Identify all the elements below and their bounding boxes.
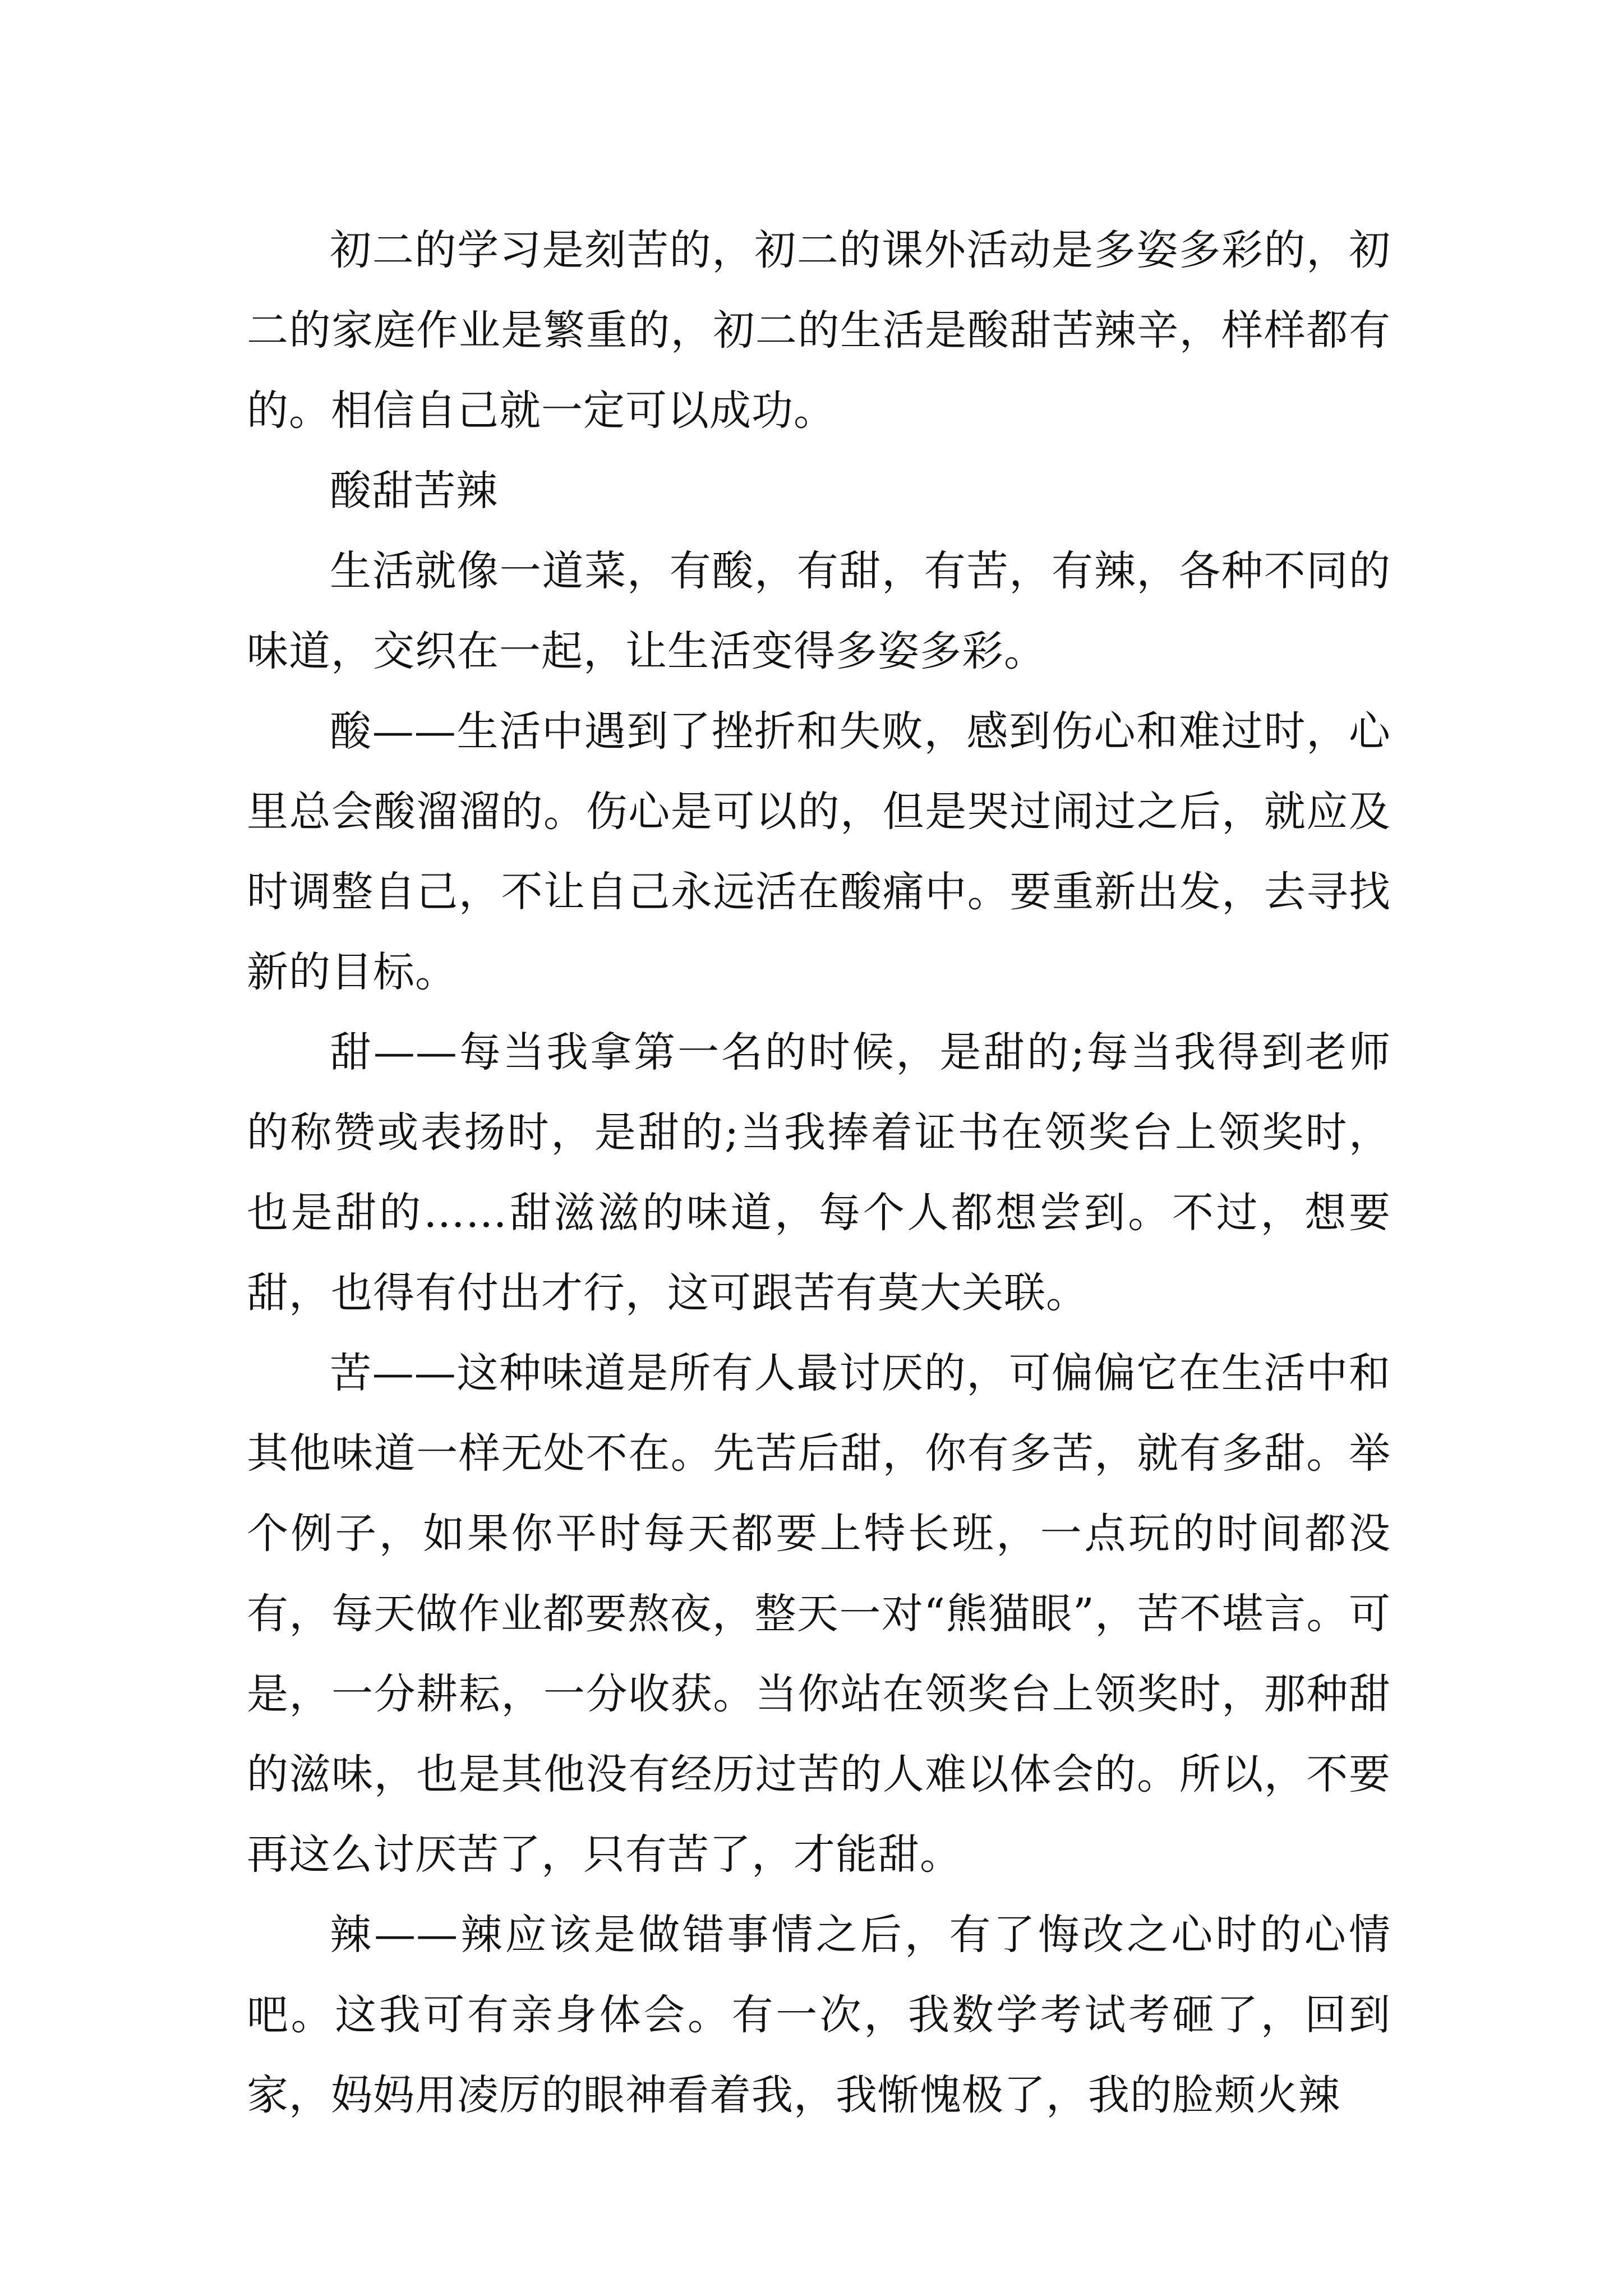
- paragraph-bitter: 苦——这种味道是所有人最讨厌的，可偏偏它在生活中和其他味道一样无处不在。先苦后甜，你有多苦，就有多甜。举个例子，如果你平时每天都要上特长班，一点玩的时间都没有，每天做作业都要熬夜，整天一对“熊猫眼”，苦不堪言。可是，一分耕耘，一分收获。当你站在领奖台上领奖时，那种甜的滋味，也是其他没有经历过苦的人难以体会的。所以，不要再这么讨厌苦了，只有苦了，才能甜。: [247, 1349, 1391, 1879]
- document-body: [247, 210, 1391, 2136]
- paragraph-sour: 酸——生活中遇到了挫折和失败，感到伤心和难过时，心里总会酸溜溜的。伤心是可以的，但是哭过闹过之后，就应及时调整自己，不让自己永远活在酸痛中。要重新出发，去寻找新的目标。: [247, 707, 1391, 996]
- paragraph-life-dish: 生活就像一道菜，有酸，有甜，有苦，有辣，各种不同的味道，交织在一起，让生活变得多姿多彩。: [247, 547, 1391, 675]
- paragraph-sweet: 甜——每当我拿第一名的时候，是甜的;每当我得到老师的称赞或表扬时，是甜的;当我捧着证书在领奖台上领奖时，也是甜的……甜滋滋的味道，每个人都想尝到。不过，想要甜，也得有付出才行，这可跟苦有莫大关联。: [247, 1028, 1391, 1317]
- paragraph-intro: 初二的学习是刻苦的，初二的课外活动是多姿多彩的，初二的家庭作业是繁重的，初二的生活是酸甜苦辣辛，样样都有的。相信自己就一定可以成功。: [247, 226, 1391, 435]
- essay-title: 酸甜苦辣: [330, 467, 498, 515]
- paragraph-spicy: 辣——辣应该是做错事情之后，有了悔改之心时的心情吧。这我可有亲身体会。有一次，我数学考试考砸了，回到家，妈妈用凌厉的眼神看着我，我惭愧极了，我的脸颊火辣: [247, 1911, 1391, 2119]
